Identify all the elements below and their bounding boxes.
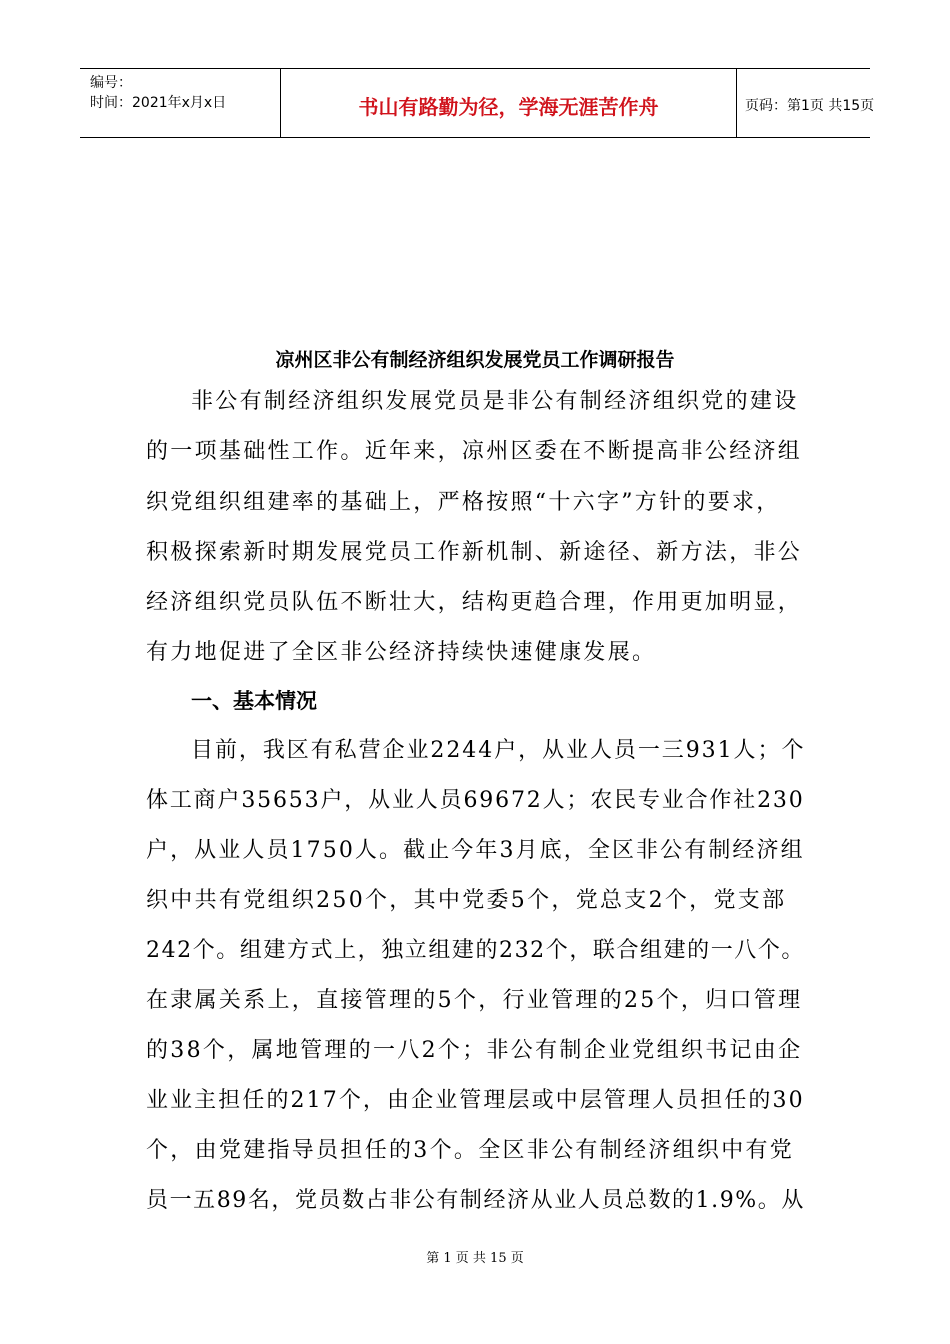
page-code: 页码：第1页 共15页 xyxy=(745,98,875,114)
paragraph-line: 积极探索新时期发展党员工作新机制、新途径、新方法，非公 xyxy=(146,540,803,565)
paragraph-line: 非公有制经济组织发展党员是非公有制经济组织党的建设 xyxy=(191,389,799,414)
paragraph-line: 经济组织党员队伍不断壮大，结构更趋合理，作用更加明显， xyxy=(146,590,803,615)
header-info-cell xyxy=(80,69,280,137)
paragraph-line: 员一五89名，党员数占非公有制经济从业人员总数的1.9%。从 xyxy=(146,1188,805,1213)
paragraph-line: 体工商户35653户，从业人员69672人；农民专业合作社230 xyxy=(146,788,805,813)
document-header xyxy=(80,68,875,138)
page-footer: 第 1 页 共 15 页 xyxy=(426,1251,524,1266)
paragraph-line: 目前，我区有私营企业2244户，从业人员一三931人；个 xyxy=(191,738,806,763)
header-page-cell xyxy=(737,69,875,137)
motto-text: 书山有路勤为径，学海无涯苦作舟 xyxy=(358,95,659,119)
paragraph-line: 有力地促进了全区非公经济持续快速健康发展。 xyxy=(146,640,657,665)
paragraph-line: 在隶属关系上，直接管理的5个，行业管理的25个，归口管理 xyxy=(146,988,803,1013)
section-heading: 一、基本情况 xyxy=(191,689,317,713)
paragraph-line: 户，从业人员1750人。截止今年3月底，全区非公有制经济组 xyxy=(146,838,805,863)
document-title: 凉州区非公有制经济组织发展党员工作调研报告 xyxy=(275,349,675,371)
header-motto-cell xyxy=(280,69,737,137)
paragraph-line: 织中共有党组织250个，其中党委5个，党总支2个，党支部 xyxy=(146,888,787,913)
paragraph-line: 的一项基础性工作。近年来，凉州区委在不断提高非公经济组 xyxy=(146,439,803,464)
paragraph-line: 业业主担任的217个，由企业管理层或中层管理人员担任的30 xyxy=(146,1088,805,1113)
paragraph-line: 242个。组建方式上，独立组建的232个，联合组建的一八个。 xyxy=(146,938,805,963)
paragraph-line: 个，由党建指导员担任的3个。全区非公有制经济组织中有党 xyxy=(146,1138,795,1163)
number-label: 编号： xyxy=(90,75,132,91)
paragraph-line: 织党组织组建率的基础上，严格按照“十六字”方针的要求， xyxy=(146,490,781,515)
paragraph-line: 的38个，属地管理的一八2个；非公有制企业党组织书记由企 xyxy=(146,1038,803,1063)
time-label: 时间：2021年x月x日 xyxy=(90,95,227,111)
